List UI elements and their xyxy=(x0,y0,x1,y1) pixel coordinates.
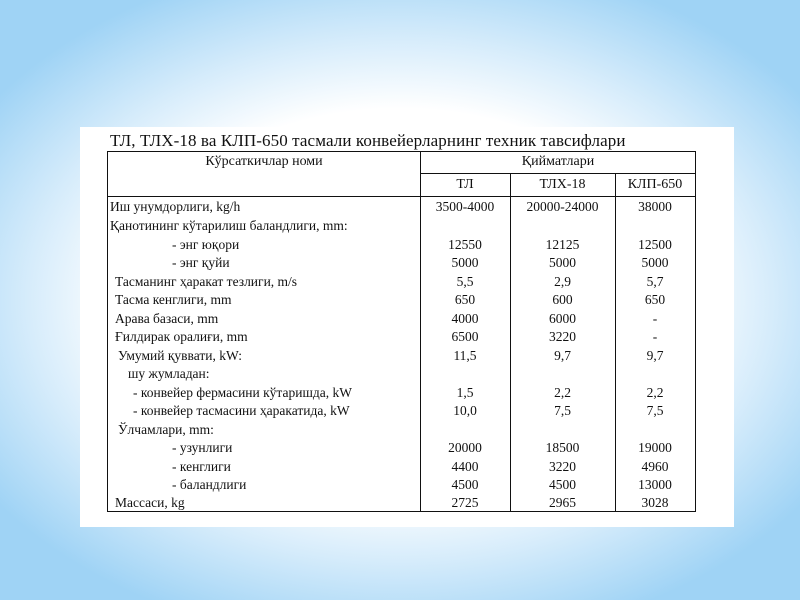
row-value-tlx: 4500 xyxy=(549,477,576,492)
row-value-tl: 3500-4000 xyxy=(435,199,495,214)
row-value-klp: 38000 xyxy=(638,199,672,214)
row-value-tl: 4000 xyxy=(451,311,479,326)
header-tlx: ТЛХ-18 xyxy=(539,177,586,192)
row-value-tlx: 3220 xyxy=(549,459,576,474)
row-label: - конвейер фермасини кўтаришда, kW xyxy=(133,385,352,400)
row-value-tlx: 18500 xyxy=(545,440,580,455)
row-value-klp: 9,7 xyxy=(646,348,664,363)
row-value-tl: 12550 xyxy=(448,237,482,252)
row-label: - кенглиги xyxy=(172,459,231,474)
row-value-klp: 4960 xyxy=(641,459,669,474)
row-label: Ўлчамлари, mm: xyxy=(118,422,214,437)
row-label: Массаси, kg xyxy=(115,495,185,510)
row-value-klp: 2,2 xyxy=(646,385,664,400)
row-value-tlx: 9,7 xyxy=(554,348,571,363)
row-value-klp: 19000 xyxy=(638,440,672,455)
row-label: Ғилдирак оралиғи, mm xyxy=(115,329,248,344)
row-value-tlx: 20000-24000 xyxy=(526,199,599,214)
row-value-tlx: 2,2 xyxy=(554,385,571,400)
row-value-klp: - xyxy=(652,311,658,326)
row-label: Қанотининг кўтарилиш баландлиги, mm: xyxy=(110,218,348,233)
row-label: Арава базаси, mm xyxy=(115,311,219,326)
row-value-tlx: 5000 xyxy=(549,255,576,270)
table-title: ТЛ, ТЛХ-18 ва КЛП-650 тасмали конвейерларнинг техник тавсифлари xyxy=(110,131,626,150)
row-value-klp: - xyxy=(652,329,658,344)
row-value-tlx: 7,5 xyxy=(554,403,571,418)
row-label: шу жумладан: xyxy=(128,366,210,381)
row-label: - узунлиги xyxy=(172,440,233,455)
row-value-klp: 5,7 xyxy=(646,274,664,289)
row-value-tl: 4400 xyxy=(451,459,479,474)
row-value-tlx: 6000 xyxy=(549,311,576,326)
row-label: Тасма кенглиги, mm xyxy=(115,292,232,307)
row-value-tl: 6500 xyxy=(451,329,479,344)
row-value-tlx: 3220 xyxy=(549,329,576,344)
row-label: - энг юқори xyxy=(172,237,240,252)
row-label: Умумий қуввати, kW: xyxy=(118,348,242,363)
row-value-tl: 1,5 xyxy=(456,385,474,400)
row-value-tl: 5,5 xyxy=(456,274,474,289)
row-value-tlx: 2,9 xyxy=(554,274,571,289)
row-value-klp: 7,5 xyxy=(646,403,664,418)
row-value-klp: 13000 xyxy=(638,477,672,492)
row-value-tl: 5000 xyxy=(451,255,479,270)
row-value-klp: 5000 xyxy=(641,255,669,270)
header-klp: КЛП-650 xyxy=(627,177,683,192)
row-value-klp: 3028 xyxy=(641,495,669,510)
row-label: Тасманинг ҳаракат тезлиги, m/s xyxy=(115,274,298,289)
header-name-col: Кўрсаткичлар номи xyxy=(205,154,323,169)
header-value-col: Қийматлари xyxy=(521,154,595,169)
row-value-klp: 650 xyxy=(644,292,666,307)
row-label: - баландлиги xyxy=(172,477,247,492)
row-label: - конвейер тасмасини ҳаракатида, kW xyxy=(133,403,350,418)
row-label: Иш унумдорлиги, kg/h xyxy=(110,199,241,214)
row-value-tl: 4500 xyxy=(451,477,479,492)
row-value-klp: 12500 xyxy=(638,237,672,252)
row-value-tlx: 12125 xyxy=(545,237,580,252)
row-value-tl: 10,0 xyxy=(453,403,477,418)
row-value-tl: 650 xyxy=(454,292,476,307)
row-value-tl: 11,5 xyxy=(453,348,477,363)
row-value-tlx: 2965 xyxy=(549,495,576,510)
row-value-tl: 20000 xyxy=(448,440,482,455)
row-label: - энг қуйи xyxy=(172,255,230,270)
header-tl: ТЛ xyxy=(456,177,474,192)
row-value-tl: 2725 xyxy=(451,495,479,510)
row-value-tlx: 600 xyxy=(552,292,573,307)
